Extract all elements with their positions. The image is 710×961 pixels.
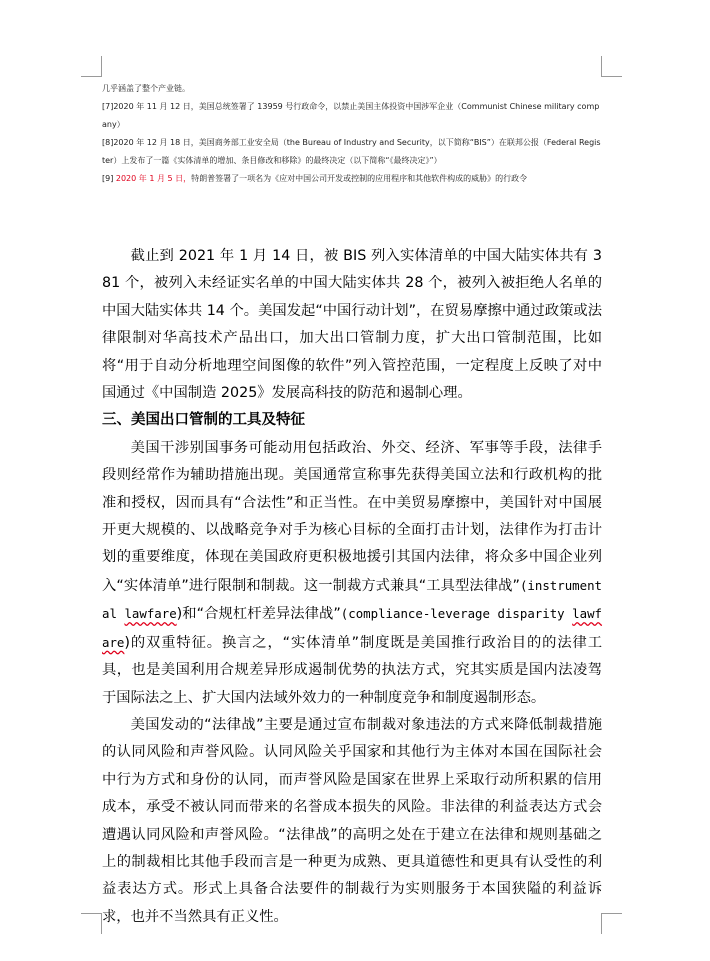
footnote-9 <box>102 170 602 188</box>
paragraph-1: 截止到 2021 年 1 月 14 日，被 BIS 列入实体清单的中国大陆实体共有 381 个，被列入未经证实名单的中国大陆实体共 28 个，被列入被拒绝人名单的中国大陆实体共 14 个。美国发起“中国行动计划”，在贸易摩擦中通过政策或法律限制对华高技术产品出口，加大出口管制力度，扩大出口管制范围，比如将“用于自动分析地理空间图像的软件”列入管控范围，一定程度上反映了对中国通过《中国制造 2025》发展高科技的防范和遏制心理。 <box>102 248 602 402</box>
footnote-8: [8]2020 年 12 月 18 日，美国商务部工业安全局（the Bureau of Industry and Security，以下简称“BIS”）在联邦公报（Federal Register）上发布了一篇《实体清单的增加、条目修改和移除》的最终决定（以下简称“《最终决定》”） <box>102 138 601 165</box>
paragraph-2-mono-2: (compliance-leverage disparity <box>340 606 573 622</box>
body-text <box>102 243 602 931</box>
paragraph-3: 美国发动的“法律战”主要是通过宣布制裁对象违法的方式来降低制裁措施的认同风险和声誉风险。认同风险关乎国家和其他行为主体对本国在国际社会中行为方式和身份的认同，而声誉风险是国家在世界上采取行动所积累的信用成本，承受不被认同而带来的名誉成本损失的风险。非法律的利益表达方式会遭遇认同风险和声誉风险。“法律战”的高明之处在于建立在法律和规则基础之上的制裁相比其他手段而言是一种更为成熟、更具道德性和更具有认受性的利益表达方式。形式上具备合法要件的制裁行为实则服务于本国狭隘的利益诉求，也并不当然具有正义性。 <box>102 716 602 925</box>
footnote-9-text: 特朗普签署了一项名为《应对中国公司开发或控制的应用程序和其他软件构成的威胁》的行政令 <box>191 174 528 183</box>
spellcheck-word-lawfare-1[interactable]: lawfare <box>124 606 177 622</box>
footnotes <box>102 80 602 188</box>
paragraph-2-part-3: )的双重特征。换言之，“实体清单”制度既是美国推行政治目的的法律工具，也是美国利用合规差异形成遏制优势的执法方式，究其实质是国内法凌驾于国际法之上、扩大国内法域外效力的一种制度竞争和制度遏制形态。 <box>102 634 602 706</box>
crop-mark-top-left <box>81 56 102 77</box>
crop-mark-top-right <box>601 56 622 77</box>
footnote-9-label: [9] <box>102 174 116 183</box>
crop-mark-bottom-left <box>81 913 102 934</box>
section-heading: 三、美国出口管制的工具及特征 <box>102 412 305 429</box>
spellcheck-word-lawfare-2[interactable]: lawfare <box>102 606 603 650</box>
paragraph-2-mono-1: (instrumental <box>102 577 602 622</box>
paragraph-2 <box>102 435 602 712</box>
footnote-continuation: 几乎涵盖了整个产业链。 <box>102 84 190 93</box>
crop-mark-bottom-right <box>601 913 622 934</box>
paragraph-2-part-1: 美国干涉别国事务可能动用包括政治、外交、经济、军事等手段，法律手段则经常作为辅助措施出现。美国通常宣称事先获得美国立法和行政机构的批准和授权，因而具有“合法性”和正当性。在中美贸易摩擦中，美国针对中国展开更大规模的、以战略竞争对手为核心目标的全面打击计划，法律作为打击计划的重要维度，体现在美国政府更积极地援引其国内法律，将众多中国企业列入“实体清单”进行限制和制裁。这一制裁方式兼具“工具型法律战” <box>102 439 602 594</box>
footnote-9-date: 2020 年 1 月 5 日， <box>115 174 192 183</box>
footnote-7: [7]2020 年 11 月 12 日，美国总统签署了 13959 号行政命令，以禁止美国主体投资中国涉军企业（Communist Chinese military company） <box>102 102 600 129</box>
paragraph-2-part-2: )和“合规杠杆差异法律战” <box>176 606 341 623</box>
